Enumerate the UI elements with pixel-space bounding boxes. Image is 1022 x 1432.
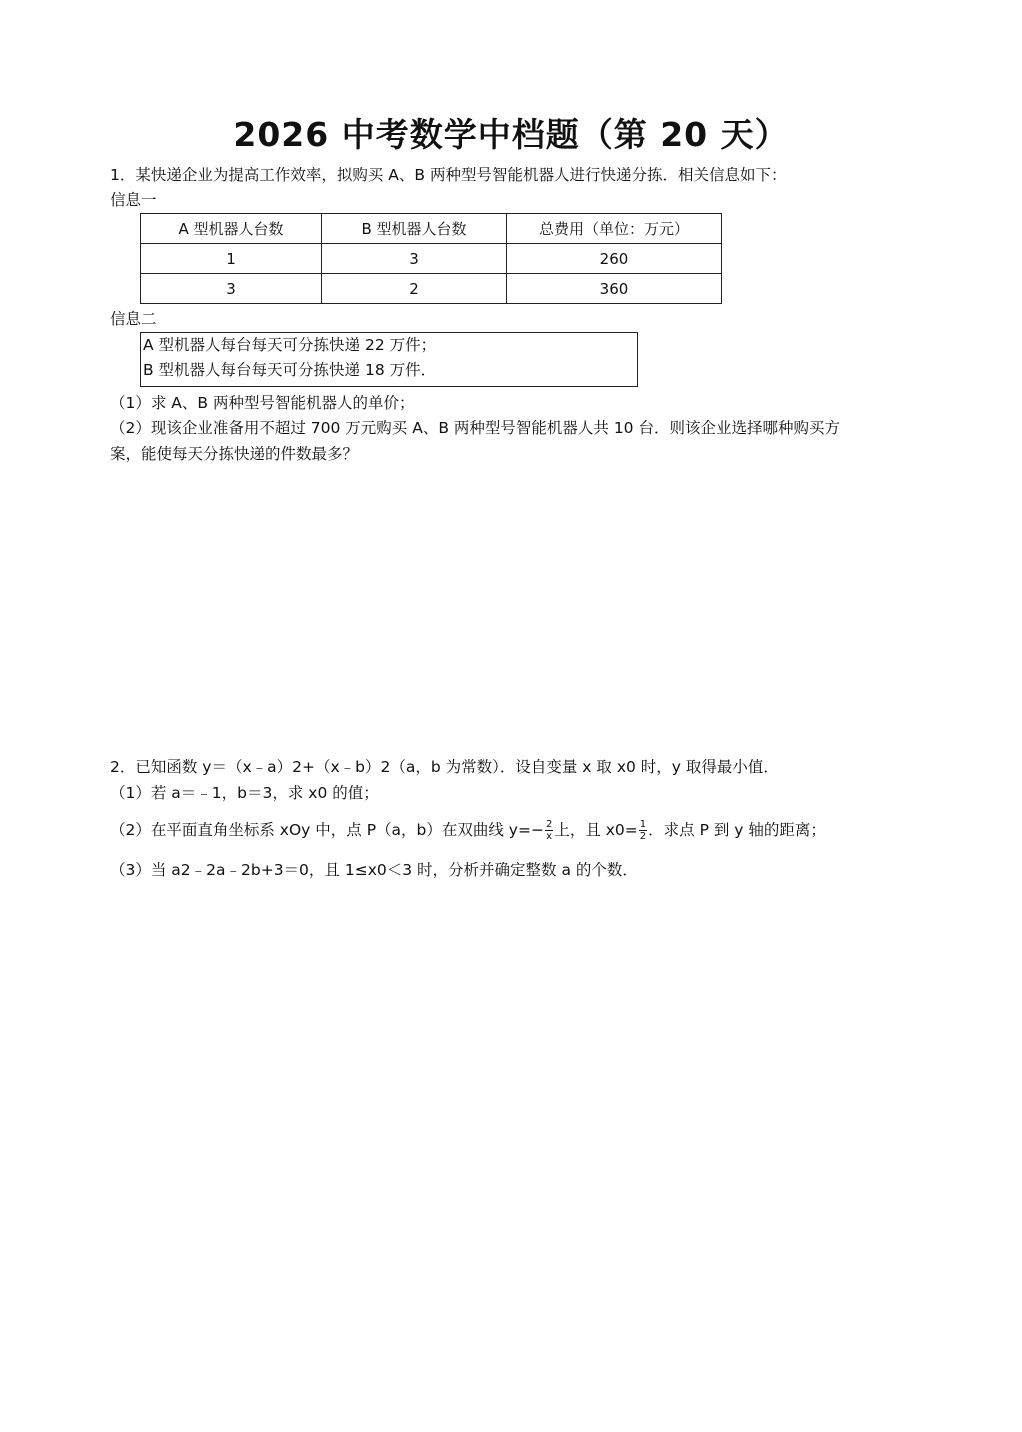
q2-part2-text-b: 上，且 x0= bbox=[554, 821, 638, 839]
q1-info1-table bbox=[140, 213, 722, 304]
table-row bbox=[141, 274, 722, 304]
table-header-cell: A 型机器人台数 bbox=[141, 214, 322, 244]
q2-part2 bbox=[110, 818, 826, 842]
q2-part1: （1）若 a＝﹣1，b＝3，求 x0 的值； bbox=[110, 784, 379, 802]
table-cell: 1 bbox=[141, 244, 322, 274]
fraction-1-over-2 bbox=[639, 819, 647, 842]
q1-info1-label: 信息一 bbox=[110, 191, 157, 209]
page-title: 2026 中考数学中档题（第 20 天） bbox=[233, 115, 789, 154]
table-row bbox=[141, 244, 722, 274]
fraction-numerator: 2 bbox=[545, 819, 553, 830]
q2-part2-text-c: ．求点 P 到 y 轴的距离； bbox=[648, 821, 826, 839]
fraction-numerator: 1 bbox=[639, 819, 647, 830]
q1-part2-line1: （2）现该企业准备用不超过 700 万元购买 A、B 两种型号智能机器人共 10 台．则该企业选择哪种购买方 bbox=[110, 419, 840, 437]
q1-info2-label: 信息二 bbox=[110, 310, 157, 328]
q1-part2-line2: 案，能使每天分拣快递的件数最多？ bbox=[110, 445, 359, 463]
table-cell: 260 bbox=[507, 244, 722, 274]
table-header-cell: 总费用（单位：万元） bbox=[507, 214, 722, 244]
q1-stem: 1．某快递企业为提高工作效率，拟购买 A、B 两种型号智能机器人进行快递分拣．相关信息如下： bbox=[110, 166, 787, 184]
q2-stem: 2．已知函数 y＝（x﹣a）2+（x﹣b）2（a，b 为常数）．设自变量 x 取 x0 时，y 取得最小值． bbox=[110, 758, 779, 776]
table-header-cell: B 型机器人台数 bbox=[322, 214, 507, 244]
table-header-row bbox=[141, 214, 722, 244]
q1-part1: （1）求 A、B 两种型号智能机器人的单价； bbox=[110, 394, 415, 412]
fraction-2-over-x bbox=[545, 819, 553, 842]
table-cell: 3 bbox=[322, 244, 507, 274]
table-cell: 3 bbox=[141, 274, 322, 304]
fraction-denominator: 2 bbox=[639, 831, 647, 842]
q2-part3: （3）当 a2﹣2a﹣2b+3＝0，且 1≤x0＜3 时，分析并确定整数 a 的个数． bbox=[110, 861, 638, 879]
table-cell: 2 bbox=[322, 274, 507, 304]
q1-info2-box bbox=[140, 332, 638, 387]
fraction-denominator: x bbox=[546, 831, 553, 842]
q1-info2-line: A 型机器人每台每天可分拣快递 22 万件； bbox=[143, 336, 437, 354]
q2-part2-text-a: （2）在平面直角坐标系 xOy 中，点 P（a，b）在双曲线 y=− bbox=[110, 821, 544, 839]
q1-info2-line: B 型机器人每台每天可分拣快递 18 万件． bbox=[143, 361, 437, 379]
table-cell: 360 bbox=[507, 274, 722, 304]
